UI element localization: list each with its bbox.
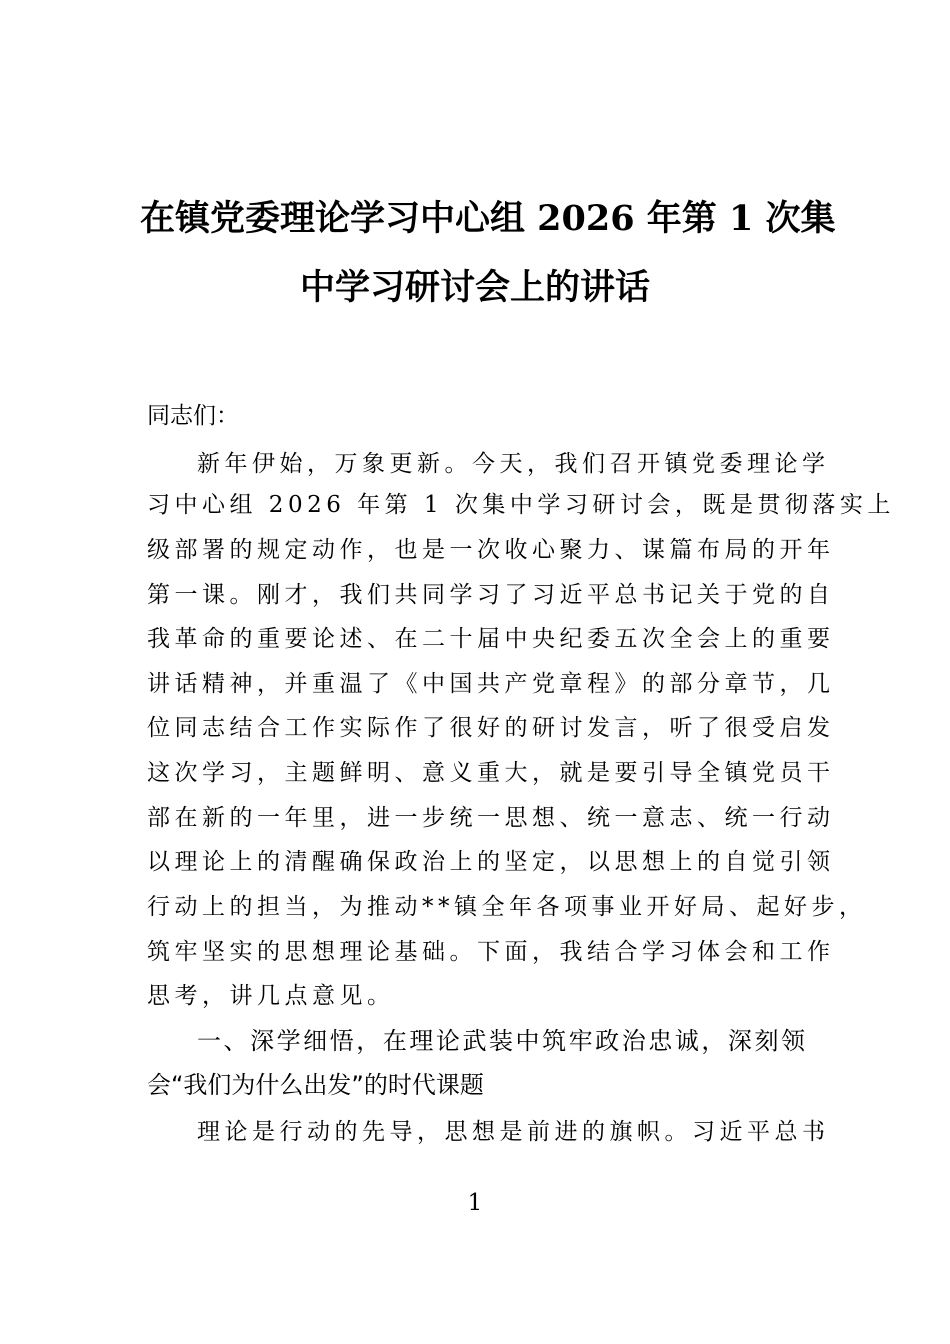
paragraph-line: 第一课。刚才，我们共同学习了习近平总书记关于党的自 [147,582,835,608]
paragraph-line: 思考，讲几点意见。 [147,983,395,1009]
paragraph-line: 部在新的一年里，进一步统一思想、统一意志、统一行动 [147,805,835,831]
paragraph-line: 讲话精神，并重温了《中国共产党章程》的部分章节，几 [147,671,835,697]
paragraph-line: 我革命的重要论述、在二十届中央纪委五次全会上的重要 [147,626,835,652]
paragraph-line: 级部署的规定动作，也是一次收心聚力、谋篇布局的开年 [147,537,835,563]
paragraph-line: 理论是行动的先导，思想是前进的旗帜。习近平总书 [197,1119,830,1145]
section-heading-line-2: 会“我们为什么出发”的时代课题 [147,1071,484,1099]
paragraph-line: 筑牢坚实的思想理论基础。下面，我结合学习体会和工作 [147,939,835,965]
document-title-line-2: 中学习研讨会上的讲话 [299,267,650,308]
document-title-line-1: 在镇党委理论学习中心组 2026 年第 1 次集 [140,198,836,239]
page-number: 1 [467,1190,483,1216]
paragraph-line: 以理论上的清醒确保政治上的坚定，以思想上的自觉引领 [147,849,835,875]
salutation: 同志们： [147,403,239,429]
paragraph-line: 习中心组 2026 年第 1 次集中学习研讨会，既是贯彻落实上 [147,492,895,518]
paragraph-line: 位同志结合工作实际作了很好的研讨发言，听了很受启发 [147,715,835,741]
section-heading-line-1: 一、深学细悟，在理论武装中筑牢政治忠诚，深刻领 [197,1027,805,1055]
paragraph-line: 行动上的担当，为推动**镇全年各项事业开好局、起好步， [147,894,867,920]
paragraph-line: 新年伊始，万象更新。今天，我们召开镇党委理论学 [197,451,830,477]
paragraph-line: 这次学习，主题鲜明、意义重大，就是要引导全镇党员干 [147,760,835,786]
